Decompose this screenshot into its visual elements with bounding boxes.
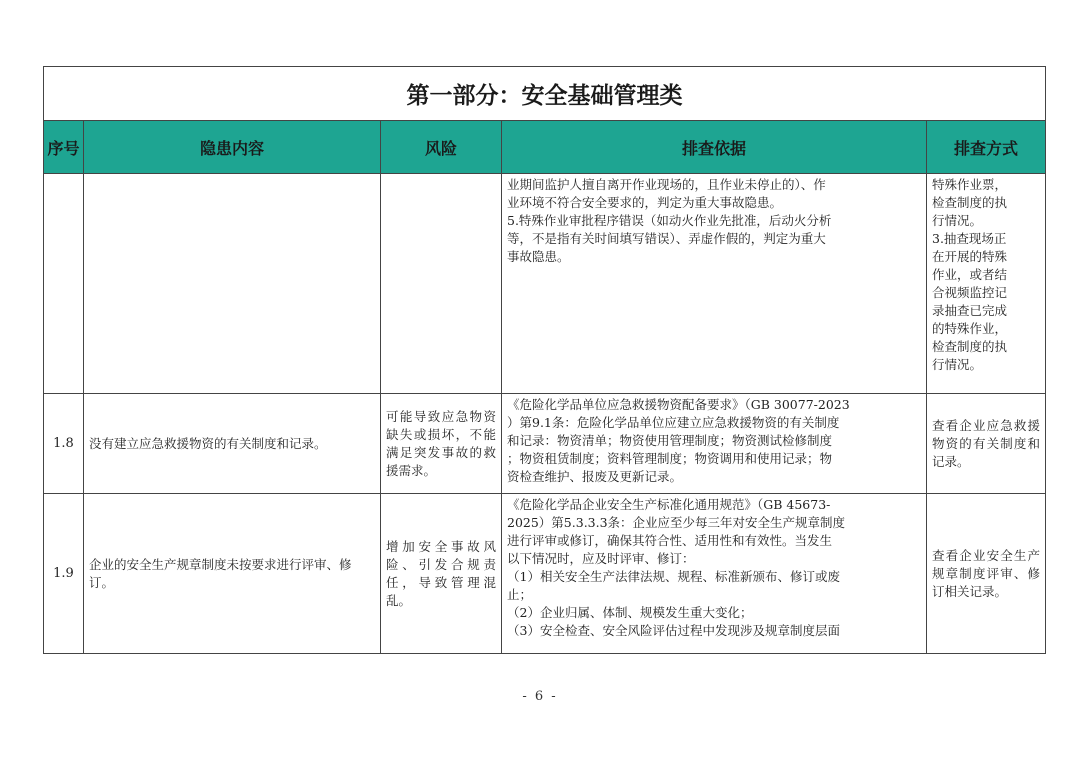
method-line: 的特殊作业， bbox=[932, 321, 1008, 336]
risk-content bbox=[381, 174, 502, 394]
basis-line: 业期间监护人擅自离开作业现场的，且作业未停止的）、作 bbox=[507, 177, 826, 192]
basis-line: 进行评审或修订，确保其符合性、适用性和有效性。当发生 bbox=[507, 533, 833, 548]
method-content: 查看企业应急救援物资的有关制度和记录。 bbox=[927, 394, 1046, 494]
basis-line: （1）相关安全生产法律法规、规程、标准新颁布、修订或废 bbox=[507, 569, 840, 584]
header-risk: 风险 bbox=[381, 121, 502, 174]
risk-content: 可能导致应急物资缺失或损坏，不能满足突发事故的救援需求。 bbox=[381, 394, 502, 494]
header-no: 序号 bbox=[44, 121, 84, 174]
row-number: 1.8 bbox=[44, 394, 84, 494]
method-line: 行情况。 bbox=[932, 357, 983, 372]
basis-line: ）第9.1条：危险化学品单位应建立应急救援物资的有关制度 bbox=[507, 415, 840, 430]
basis-line: 事故隐患。 bbox=[507, 249, 570, 264]
basis-line: 资检查维护、报废及更新记录。 bbox=[507, 469, 683, 484]
table-row bbox=[44, 394, 1046, 494]
method-line: 检查制度的执 bbox=[932, 339, 1008, 354]
table-row bbox=[44, 494, 1046, 654]
basis-line: （3）安全检查、安全风险评估过程中发现涉及规章制度层面 bbox=[507, 623, 840, 638]
row-number: 1.9 bbox=[44, 494, 84, 654]
header-method: 排查方式 bbox=[927, 121, 1046, 174]
method-line: 录抽查已完成 bbox=[932, 303, 1008, 318]
basis-line: 5.特殊作业审批程序错误（如动火作业先批准，后动火分析 bbox=[507, 213, 832, 228]
regulation-table-sheet bbox=[43, 66, 1045, 654]
hazard-table bbox=[43, 66, 1046, 654]
method-line: 作业，或者结 bbox=[932, 267, 1008, 282]
basis-line: 《危险化学品企业安全生产标准化通用规范》（GB 45673- bbox=[507, 497, 831, 512]
table-row bbox=[44, 174, 1046, 394]
method-line: 检查制度的执 bbox=[932, 195, 1008, 210]
hazard-content: 企业的安全生产规章制度未按要求进行评审、修订。 bbox=[84, 494, 381, 654]
method-line: 特殊作业票， bbox=[932, 177, 1008, 192]
basis-content bbox=[502, 394, 927, 494]
basis-line: 止； bbox=[507, 587, 533, 602]
basis-line: 2025）第5.3.3.3条：企业应至少每三年对安全生产规章制度 bbox=[507, 515, 846, 530]
method-line: 3.抽查现场正 bbox=[932, 231, 1007, 246]
row-number bbox=[44, 174, 84, 394]
basis-line: 等，不是指有关时间填写错误）、弄虚作假的，判定为重大 bbox=[507, 231, 826, 246]
hazard-content: 没有建立应急救援物资的有关制度和记录。 bbox=[84, 394, 381, 494]
risk-content: 增加安全事故风险、引发合规责任，导致管理混乱。 bbox=[381, 494, 502, 654]
basis-line: 业环境不符合安全要求的，判定为重大事故隐患。 bbox=[507, 195, 783, 210]
hazard-content bbox=[84, 174, 381, 394]
basis-line: 《危险化学品单位应急救援物资配备要求》（GB 30077-2023 bbox=[507, 397, 850, 412]
page-title: 第一部分：安全基础管理类 bbox=[44, 67, 1046, 121]
header-basis: 排查依据 bbox=[502, 121, 927, 174]
basis-content bbox=[502, 494, 927, 654]
method-line: 行情况。 bbox=[932, 213, 983, 228]
method-line: 合视频监控记 bbox=[932, 285, 1008, 300]
page-number: - 6 - bbox=[522, 689, 558, 704]
basis-line: ；物资租赁制度；资料管理制度；物资调用和使用记录；物 bbox=[507, 451, 833, 466]
method-content: 查看企业安全生产规章制度评审、修订相关记录。 bbox=[927, 494, 1046, 654]
method-line: 在开展的特殊 bbox=[932, 249, 1008, 264]
basis-line: （2）企业归属、体制、规模发生重大变化； bbox=[507, 605, 753, 620]
basis-content bbox=[502, 174, 927, 394]
basis-line: 和记录：物资清单；物资使用管理制度；物资测试检修制度 bbox=[507, 433, 833, 448]
method-content bbox=[927, 174, 1046, 394]
basis-line: 以下情况时，应及时评审、修订： bbox=[507, 551, 695, 566]
header-hazard: 隐患内容 bbox=[84, 121, 381, 174]
table-header-row bbox=[44, 121, 1046, 174]
